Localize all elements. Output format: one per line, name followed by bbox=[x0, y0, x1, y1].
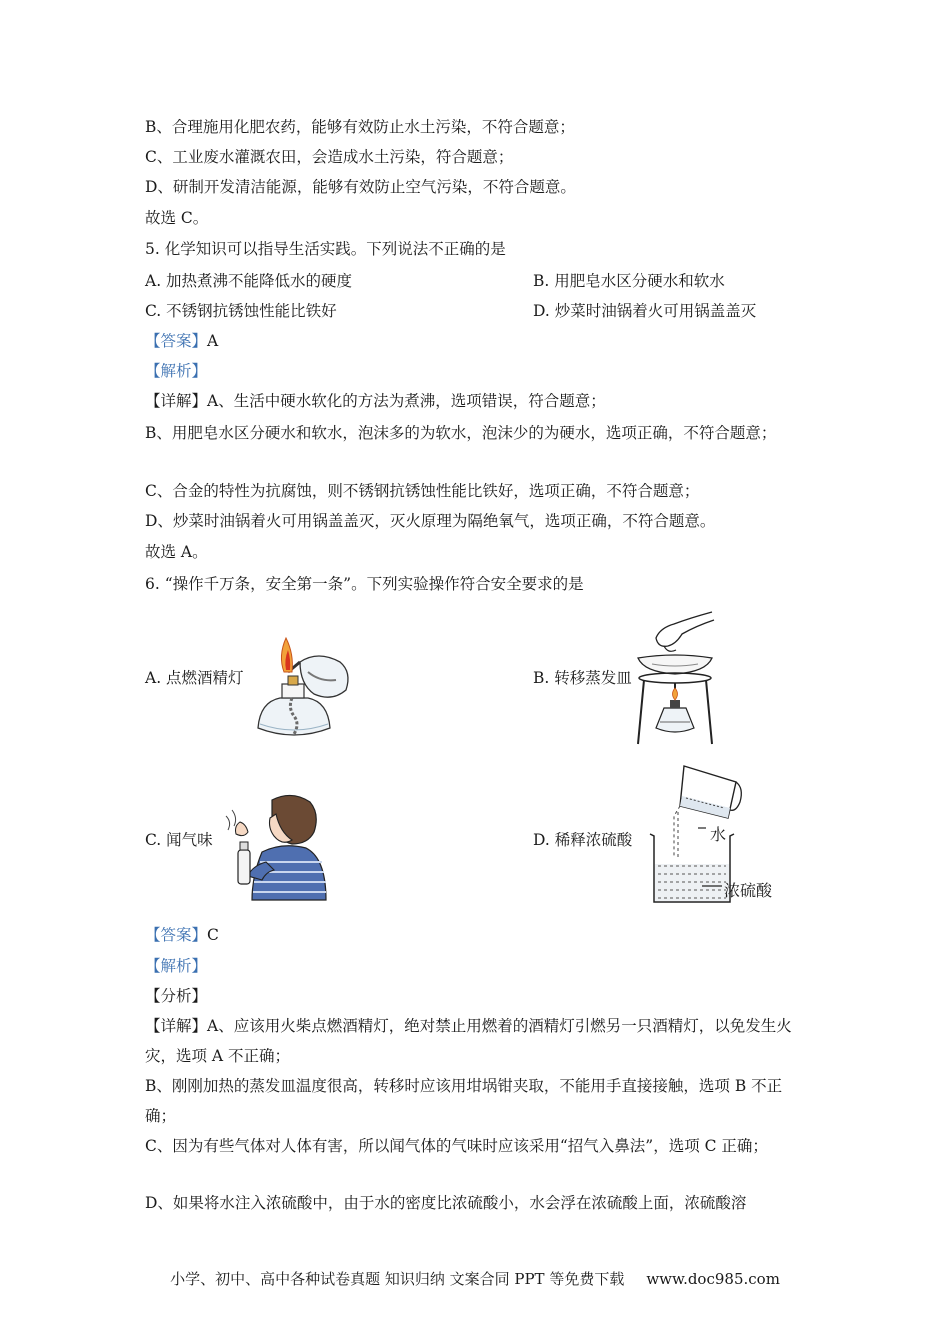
q5-option-c: C. 不锈钢抗锈蚀性能比铁好 bbox=[145, 302, 337, 320]
prev-option-c-explanation: C、工业废水灌溉农田，会造成水土污染，符合题意； bbox=[145, 148, 514, 166]
q6-answer: C bbox=[207, 926, 219, 944]
q5-answer-line bbox=[145, 330, 218, 352]
q5-stem: 5. 化学知识可以指导生活实践。下列说法不正确的是 bbox=[145, 240, 506, 258]
figure-label-water: 水 bbox=[710, 825, 727, 844]
detail-tag: 【详解】 bbox=[145, 392, 208, 410]
q6-fenxi: 【分析】 bbox=[145, 987, 208, 1005]
q6-detail-b: B、刚刚加热的蒸发皿温度很高，转移时应该用坩埚钳夹取，不能用手直接接触，选项 B 不正确； bbox=[145, 1077, 783, 1125]
prev-conclusion: 故选 C。 bbox=[145, 209, 209, 227]
q6-detail-a-line bbox=[145, 1011, 795, 1071]
footer-text: 小学、初中、高中各种试卷真题 知识归纳 文案合同 PPT 等免费下载 bbox=[170, 1270, 625, 1288]
prev-option-d-explanation: D、研制开发清洁能源，能够有效防止空气污染，不符合题意。 bbox=[145, 178, 576, 196]
q6-stem: 6. “操作千万条，安全第一条”。下列实验操作符合安全要求的是 bbox=[145, 575, 584, 593]
q5-option-a: A. 加热煮沸不能降低水的硬度 bbox=[145, 272, 353, 290]
q6-option-b: B. 转移蒸发皿 bbox=[533, 669, 632, 687]
q6-detail-d: D、如果将水注入浓硫酸中，由于水的密度比浓硫酸小，水会浮在浓硫酸上面，浓硫酸溶 bbox=[145, 1194, 747, 1212]
analysis-tag: 【解析】 bbox=[145, 957, 208, 975]
q5-conclusion: 故选 A。 bbox=[145, 543, 208, 561]
evaporating-dish-figure bbox=[630, 604, 720, 746]
answer-tag: 【答案】 bbox=[145, 926, 208, 944]
q5-detail-c: C、合金的特性为抗腐蚀，则不锈钢抗锈蚀性能比铁好，选项正确，不符合题意； bbox=[145, 482, 700, 500]
q6-analysis-tag-line bbox=[145, 955, 207, 977]
figure-label-acid: 浓硫酸 bbox=[724, 881, 773, 900]
page-footer bbox=[0, 1268, 950, 1289]
prev-option-b-explanation: B、合理施用化肥农药，能够有效防止水土污染，不符合题意； bbox=[145, 118, 575, 136]
q5-detail-d: D、炒菜时油锅着火可用锅盖盖灭，灭火原理为隔绝氧气，选项正确，不符合题意。 bbox=[145, 512, 716, 530]
q6-detail-c: C、因为有些气体对人体有害，所以闻气体的气味时应该采用“招气入鼻法”，选项 C 正确； bbox=[145, 1137, 768, 1155]
detail-tag: 【详解】 bbox=[145, 1017, 208, 1035]
smelling-gas-figure bbox=[222, 792, 334, 902]
q6-answer-line bbox=[145, 924, 219, 946]
footer-url[interactable]: www.doc985.com bbox=[646, 1270, 780, 1288]
alcohol-lamp-figure bbox=[248, 632, 358, 744]
q5-option-b: B. 用肥皂水区分硬水和软水 bbox=[533, 272, 725, 290]
q5-detail-b: B、用肥皂水区分硬水和软水，泡沫多的为软水，泡沫少的为硬水，选项正确，不符合题意； bbox=[145, 424, 777, 442]
q5-analysis-tag-line bbox=[145, 360, 207, 382]
analysis-tag: 【解析】 bbox=[145, 362, 208, 380]
q6-option-c: C. 闻气味 bbox=[145, 831, 213, 849]
q6-option-d: D. 稀释浓硫酸 bbox=[533, 831, 633, 849]
q5-answer: A bbox=[207, 332, 219, 350]
q5-option-d: D. 炒菜时油锅着火可用锅盖盖灭 bbox=[533, 302, 757, 320]
q6-option-a: A. 点燃酒精灯 bbox=[145, 669, 244, 687]
q5-detail-a-line bbox=[145, 390, 606, 412]
answer-tag: 【答案】 bbox=[145, 332, 208, 350]
q5-detail-a: A、生活中硬水软化的方法为煮沸，选项错误，符合题意； bbox=[207, 392, 606, 410]
q6-detail-a: A、应该用火柴点燃酒精灯，绝对禁止用燃着的酒精灯引燃另一只酒精灯，以免发生火灾，选项 A 不正确； bbox=[145, 1017, 792, 1065]
